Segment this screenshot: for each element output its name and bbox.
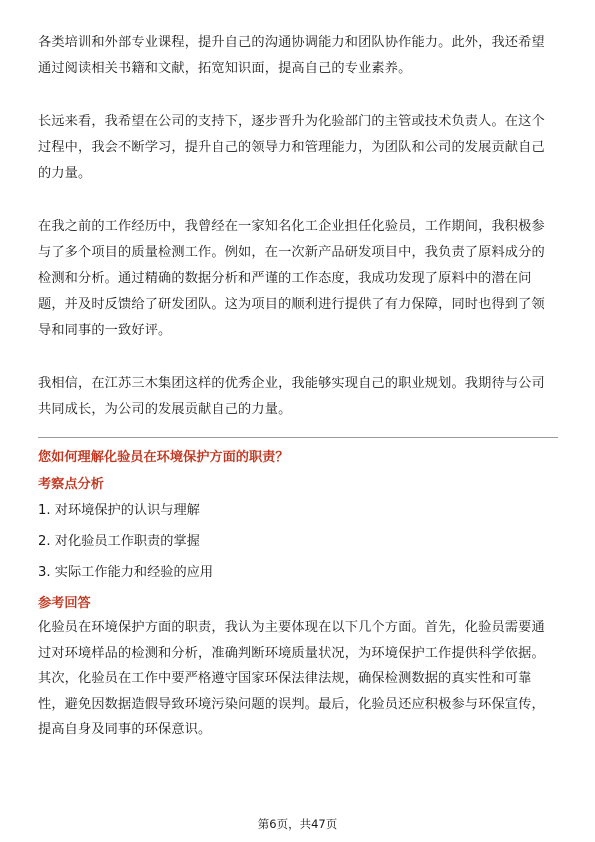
paragraph-spacer (38, 187, 558, 214)
body-paragraph-2: 长远来看，我希望在公司的支持下，逐步晋升为化验部门的主管或技术负责人。在这个过程中，我会不断学习，提升自己的领导力和管理能力，为团队和公司的发展贡献自己的力量。 (38, 114, 545, 181)
analysis-title: 考察点分析 (38, 477, 104, 492)
body-paragraph-3: 在我之前的工作经历中，我曾经在一家知名化工企业担任化验员，工作期间，我积极参与了多个项目的质量检测工作。例如，在一次新产品研发项目中，我负责了原料成分的检测和分析。通过精确的数据分析和严谨的工作态度，我成功发现了原料中的潜在问题，并及时反馈给了研发团队。这为项目的顺利进行提供了有力保障，同时也得到了领导和同事的一致好评。 (38, 219, 545, 338)
paragraph-spacer (38, 82, 558, 109)
section-divider (38, 437, 558, 438)
analysis-item-3: 3. 实际工作能力和经验的应用 (38, 565, 214, 580)
document-page (38, 30, 558, 743)
paragraph-spacer (38, 344, 558, 371)
analysis-item-1: 1. 对环境保护的认识与理解 (38, 503, 200, 518)
answer-title: 参考回答 (38, 596, 91, 611)
analysis-item-2: 2. 对化验员工作职责的掌握 (38, 534, 200, 549)
question-heading: 您如何理解化验员在环境保护方面的职责？ (38, 450, 289, 465)
page-number: 第6页，共47页 (257, 817, 338, 831)
body-paragraph-4: 我相信，在江苏三木集团这样的优秀企业，我能够实现自己的职业规划。我期待与公司共同成长，为公司的发展贡献自己的力量。 (38, 376, 545, 417)
body-paragraph-1: 各类培训和外部专业课程，提升自己的沟通协调能力和团队协作能力。此外，我还希望通过阅读相关书籍和文献，拓宽知识面，提高自己的专业素养。 (38, 35, 545, 76)
answer-paragraph: 化验员在环境保护方面的职责，我认为主要体现在以下几个方面。首先，化验员需要通过对环境样品的检测和分析，准确判断环境质量状况，为环境保护工作提供科学依据。其次，化验员在工作中要严格遵守国家环保法律法规，确保检测数据的真实性和可靠性，避免因数据造假导致环境污染问题的误判。最后，化验员还应积极参与环保宣传，提高自身及同事的环保意识。 (38, 620, 545, 737)
